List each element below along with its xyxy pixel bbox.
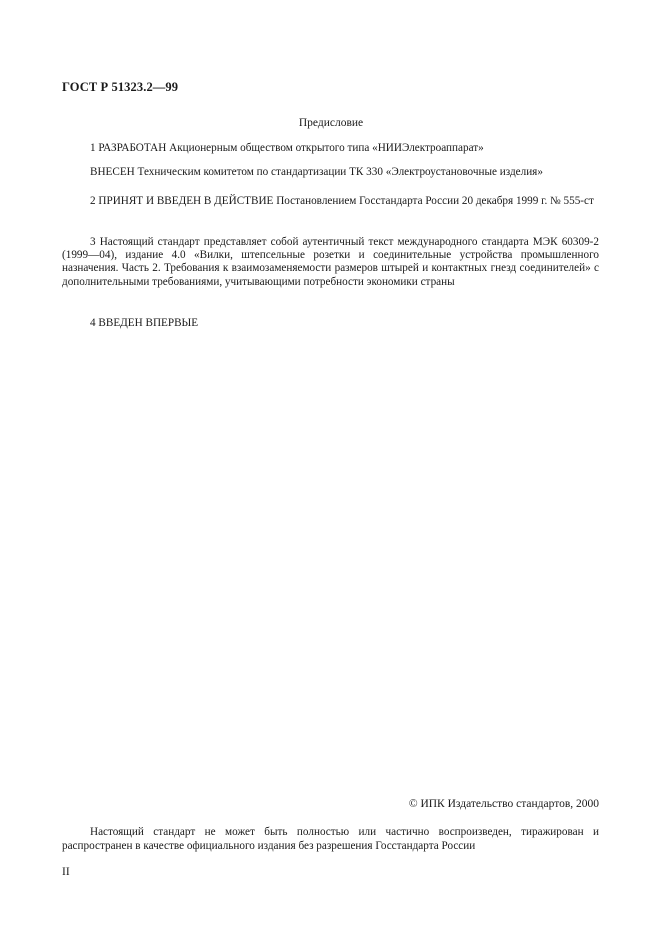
paragraph-authentic-text: 3 Настоящий стандарт представляет собой аутентичный текст международного стандарта МЭК 60309-2 (1999—04), издание 4.0 «Вилки, штепсельные розетки и соединительные устройства промышленного назначения. Часть 2. Требования к взаимозаменяемости размеров штырей и контактных гнезд соединителей» с дополнительными требованиями, учитывающими потребности экономики страны [62, 236, 599, 288]
reproduction-notice: Настоящий стандарт не может быть полностью или частично воспроизведен, тиражирован и распространен в качестве официального издания без разрешения Госстандарта России [62, 826, 599, 852]
paragraph-first-introduced: 4 ВВЕДЕН ВПЕРВЫЕ [90, 317, 199, 329]
copyright-line: © ИПК Издательство стандартов, 2000 [408, 798, 599, 810]
paragraph-adopted: 2 ПРИНЯТ И ВВЕДЕН В ДЕЙСТВИЕ Постановлением Госстандарта России 20 декабря 1999 г. № 555-ст [90, 195, 594, 207]
paragraph-developed-by: 1 РАЗРАБОТАН Акционерным обществом открытого типа «НИИЭлектроаппарат» [90, 142, 484, 154]
section-title-wrapper [0, 117, 661, 129]
page-number: II [62, 866, 70, 878]
paragraph-submitted-by: ВНЕСЕН Техническим комитетом по стандартизации ТК 330 «Электроустановочные изделия» [90, 166, 543, 178]
document-code: ГОСТ Р 51323.2—99 [62, 80, 179, 94]
section-title: Предисловие [298, 117, 364, 129]
